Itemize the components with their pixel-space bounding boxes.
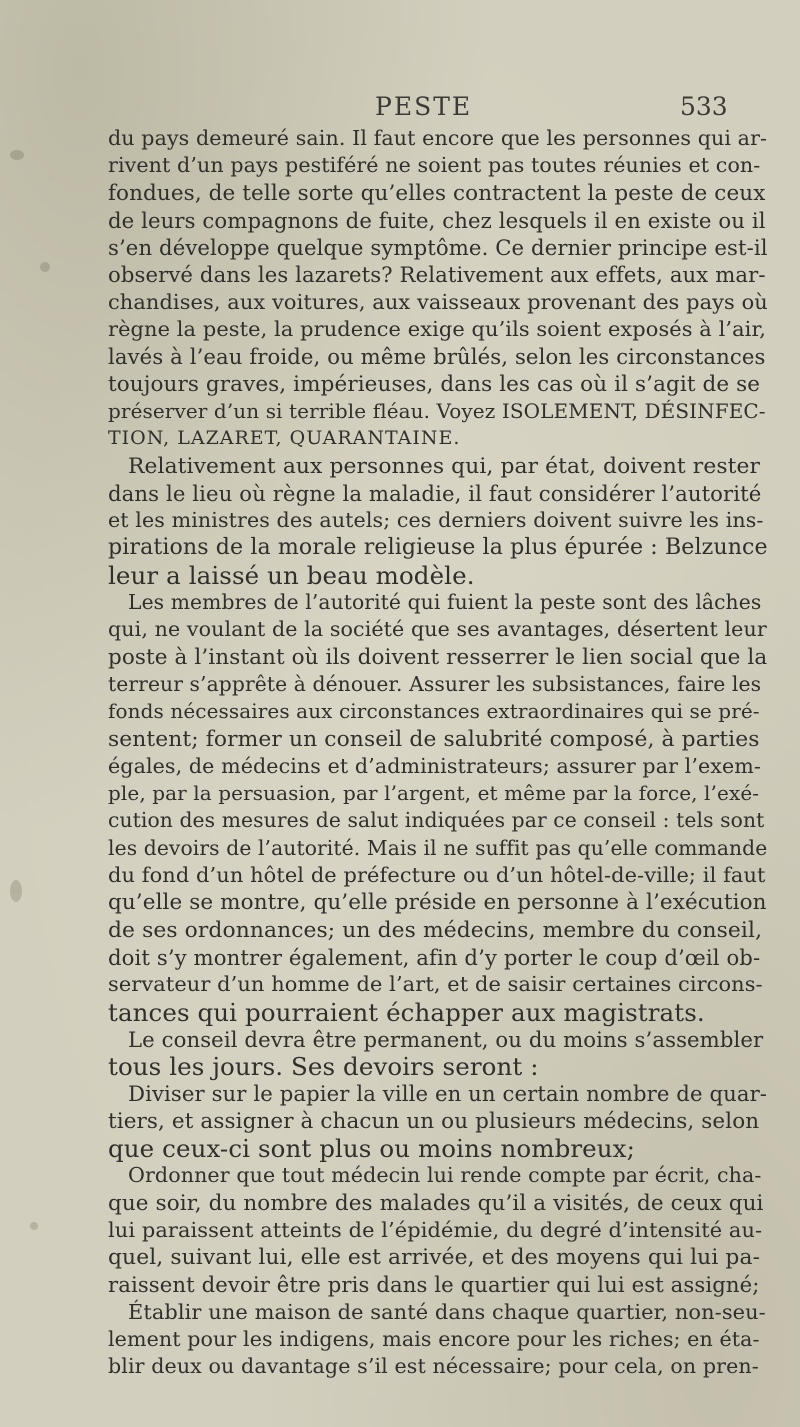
text-line: du fond d’un hôtel de préfecture ou d’un hôtel-de-ville; il faut xyxy=(108,863,766,888)
text-line: règne la peste, la prudence exige qu’ils soient exposés à l’air, xyxy=(108,317,766,342)
text-line: lavés à l’eau froide, ou même brûlés, selon les circonstances xyxy=(108,344,766,370)
text-line: raissent devoir être pris dans le quartier qui lui est assigné; xyxy=(108,1272,760,1298)
text-line: dans le lieu où règne la maladie, il faut considérer l’autorité xyxy=(108,480,762,506)
text-line: du pays demeuré sain. Il faut encore que les personnes qui ar- xyxy=(108,126,768,150)
text-line: fondues, de telle sorte qu’elles contractent la peste de ceux xyxy=(108,180,766,206)
paragraph-start-line: Relativement aux personnes qui, par état, doivent rester xyxy=(128,453,760,479)
text-line: que soir, du nombre des malades qu’il a visités, de ceux qui xyxy=(108,1190,764,1216)
text-line: qu’elle se montre, qu’elle préside en personne à l’exécution xyxy=(108,890,767,916)
paragraph-start-line: Ordonner que tout médecin lui rende compte par écrit, cha- xyxy=(128,1163,762,1188)
paragraph-start-line: Le conseil devra être permanent, ou du moins s’assembler xyxy=(128,1026,764,1052)
text-line: lui paraissent atteints de l’épidémie, du degré d’intensité au- xyxy=(108,1217,763,1242)
text-line: terreur s’apprête à dénouer. Assurer les subsistances, faire les xyxy=(108,671,762,696)
text-line: leur a laissé un beau modèle. xyxy=(108,560,475,590)
text-line: observé dans les lazarets? Relativement aux effets, aux mar- xyxy=(108,262,766,288)
ink-stain xyxy=(10,880,22,902)
page-number: 533 xyxy=(680,92,728,121)
text-line: qui, ne voulant de la société que ses avantages, désertent leur xyxy=(108,617,767,642)
ink-stain xyxy=(40,262,50,272)
text-line: cution des mesures de salut indiquées par ce conseil : tels sont xyxy=(108,808,765,833)
paragraph-start-line: Établir une maison de santé dans chaque quartier, non-seu- xyxy=(128,1299,766,1324)
text-line: que ceux-ci sont plus ou moins nombreux; xyxy=(108,1133,635,1163)
text-line-cross-references: TION, LAZARET, QUARANTAINE. xyxy=(108,427,461,450)
running-head xyxy=(0,92,800,122)
text-line: tiers, et assigner à chacun un ou plusieurs médecins, selon xyxy=(108,1108,760,1134)
text-line: tances qui pourraient échapper aux magistrats. xyxy=(108,997,705,1027)
text-line: de leurs compagnons de fuite, chez lesquels il en existe ou il xyxy=(108,207,766,233)
text-line: chandises, aux voitures, aux vaisseaux provenant des pays où xyxy=(108,289,768,314)
text-line: poste à l’instant où ils doivent resserrer le lien social que la xyxy=(108,644,768,670)
text-line: lement pour les indigens, mais encore pour les riches; en éta- xyxy=(108,1327,760,1352)
text-line: doit s’y montrer également, afin d’y porter le coup d’œil ob- xyxy=(108,944,761,970)
text-line: préserver d’un si terrible fléau. Voyez ISOLEMENT, DÉSINFEC- xyxy=(108,398,766,423)
body-text xyxy=(108,125,768,1381)
running-head-title: PESTE xyxy=(375,92,473,121)
ink-stain xyxy=(10,150,24,160)
text-line: blir deux ou davantage s’il est nécessaire; pour cela, on pren- xyxy=(108,1354,759,1379)
text-line: pirations de la morale religieuse la plus épurée : Belzunce xyxy=(108,534,768,561)
text-line: quel, suivant lui, elle est arrivée, et des moyens qui lui pa- xyxy=(108,1245,761,1271)
paragraph-start-line: Les membres de l’autorité qui fuient la peste sont des lâches xyxy=(128,590,762,615)
text-line: de ses ordonnances; un des médecins, membre du conseil, xyxy=(108,917,763,943)
text-line: fonds nécessaires aux circonstances extraordinaires qui se pré- xyxy=(108,699,760,724)
text-line: sentent; former un conseil de salubrité composé, à parties xyxy=(108,726,760,752)
text-line: servateur d’un homme de l’art, et de saisir certaines circons- xyxy=(108,972,763,997)
text-line: égales, de médecins et d’administrateurs; assurer par l’exem- xyxy=(108,753,761,778)
paragraph-start-line: Diviser sur le papier la ville en un certain nombre de quar- xyxy=(128,1081,768,1107)
ink-stain xyxy=(30,1222,38,1230)
text-line: et les ministres des autels; ces derniers doivent suivre les ins- xyxy=(108,508,764,533)
text-line: tous les jours. Ses devoirs seront : xyxy=(108,1052,539,1082)
text-line: les devoirs de l’autorité. Mais il ne suffit pas qu’elle commande xyxy=(108,835,768,860)
text-line: rivent d’un pays pestiféré ne soient pas toutes réunies et con- xyxy=(108,153,761,178)
text-line: ple, par la persuasion, par l’argent, et même par la force, l’exé- xyxy=(108,781,760,806)
text-line: toujours graves, impérieuses, dans les cas où il s’agit de se xyxy=(108,371,761,397)
text-line: s’en développe quelque symptôme. Ce dernier principe est-il xyxy=(108,235,768,261)
